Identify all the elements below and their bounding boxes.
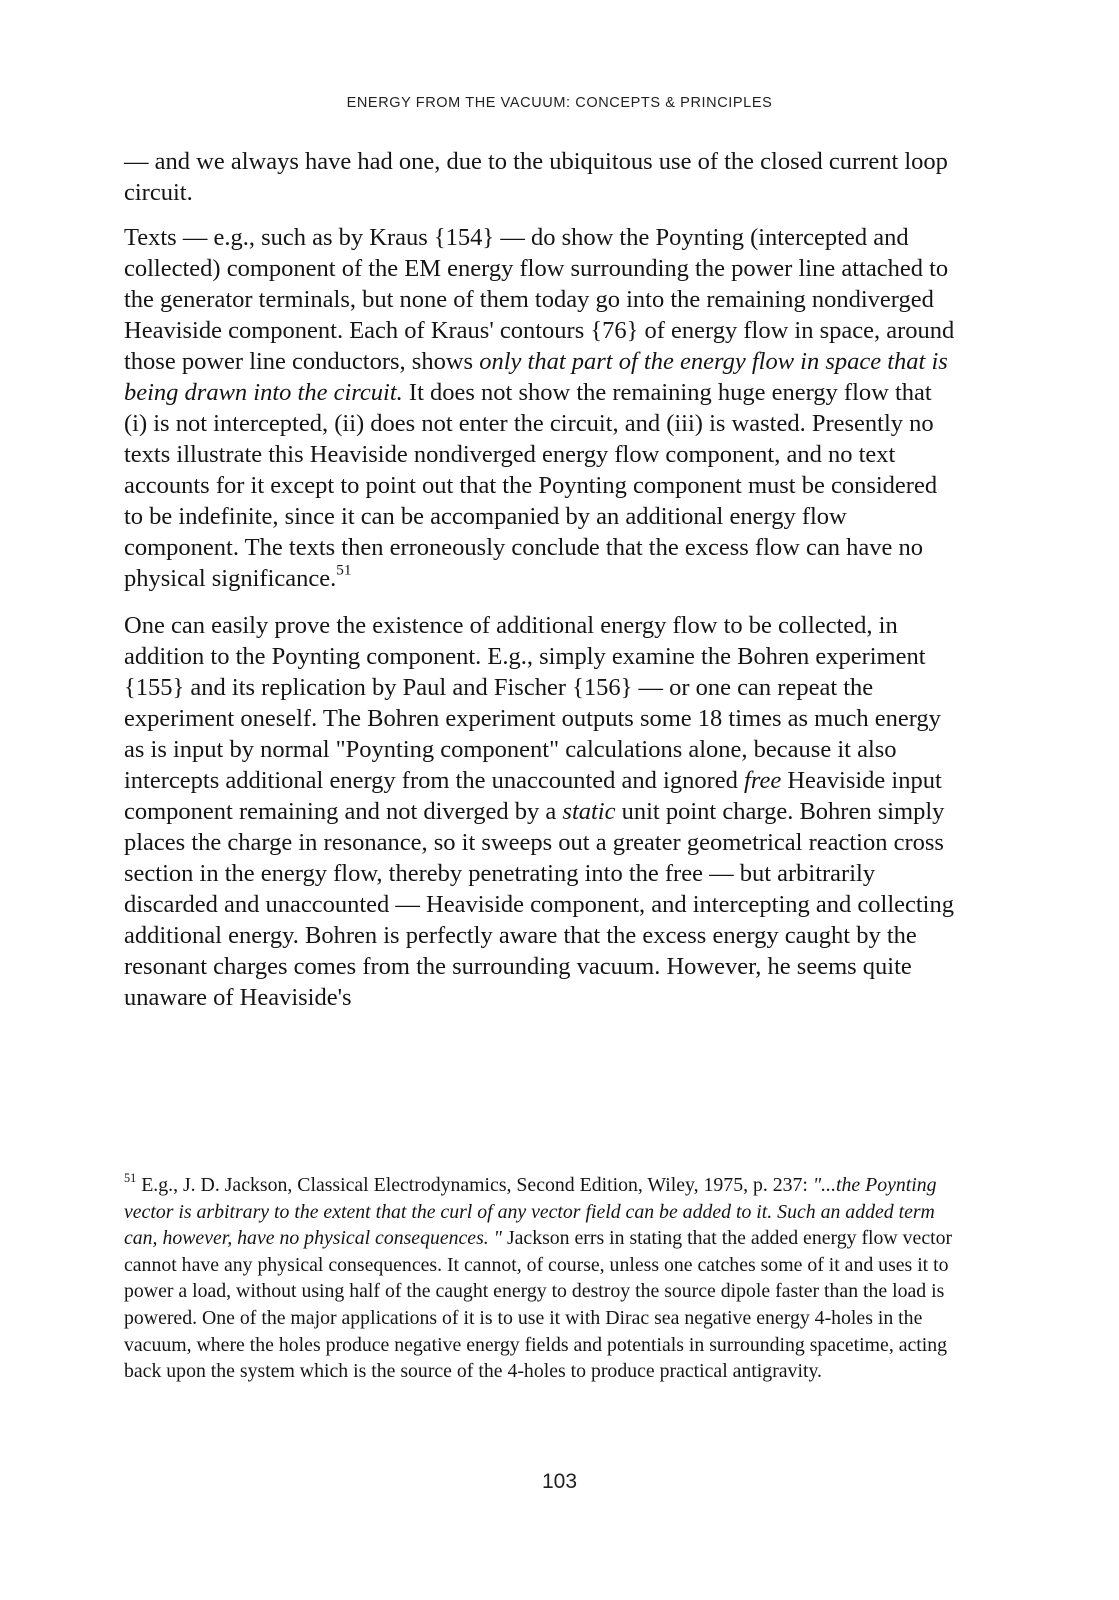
paragraph-1	[124, 146, 959, 208]
footnote-commentary: Jackson errs in stating that the added energy flow vector cannot have any physical consequences. It cannot, of course, unless one catches some of it and uses it to power a load, without using half of the caught energy to destroy the source dipole faster than the load is powered. One of the major applications of it is to use it with Dirac sea negative energy 4-holes in the vacuum, where the holes produce negative energy fields and potentials in surrounding spacetime, acting back upon the system which is the source of the 4-holes to produce practical antigravity.	[124, 1227, 953, 1383]
running-header: ENERGY FROM THE VACUUM: CONCEPTS & PRINCIPLES	[346, 95, 773, 111]
paragraph-3	[124, 610, 959, 1013]
footnote-reference-51[interactable]: 51	[336, 561, 352, 579]
paragraph-3-text-b: Heaviside input component remaining and not diverged by a	[124, 767, 942, 825]
body-text	[124, 146, 959, 1029]
paragraph-2-text-a: Texts — e.g., such as by Kraus {154} — do show the Poynting (intercepted and collected) component of the EM energy flow surrounding the power line attached to the generator terminals, but none of them today go into the remaining nondiverged Heaviside component. Each of Kraus' contours {76} of energy flow in space, around those power line conductors, shows	[124, 224, 955, 375]
paragraph-2-emphasis: only that part of the energy flow in space that is being drawn into the circuit.	[124, 348, 948, 406]
footnote-51	[124, 1172, 954, 1385]
paragraph-2-text-b: It does not show the remaining huge energy flow that (i) is not intercepted, (ii) does not enter the circuit, and (iii) is wasted. Presently no texts illustrate this Heaviside nondiverged energy flow component, and no text accounts for it except to point out that the Poynting component must be considered to be indefinite, since it can be accompanied by an additional energy flow component. The texts then erroneously conclude that the excess flow can have no physical significance.	[124, 379, 938, 592]
paragraph-2	[124, 222, 959, 594]
paragraph-3-text-a: One can easily prove the existence of additional energy flow to be collected, in addition to the Poynting component. E.g., simply examine the Bohren experiment {155} and its replication by Paul and Fischer {156} — or one can repeat the experiment oneself. The Bohren experiment outputs some 18 times as much energy as is input by normal "Poynting component" calculations alone, because it also intercepts additional energy from the unaccounted and ignored	[124, 612, 941, 794]
page-number: 103	[541, 1470, 578, 1493]
paragraph-1-text: — and we always have had one, due to the ubiquitous use of the closed current loop circuit.	[124, 148, 948, 206]
paragraph-3-emphasis-static: static	[562, 798, 616, 825]
footnote-quote: "...the Poynting vector is arbitrary to the extent that the curl of any vector field can be added to it. Such an added term can, however, have no physical consequences. "	[124, 1174, 937, 1250]
paragraph-3-emphasis-free: free	[744, 767, 782, 794]
footnote-citation: E.g., J. D. Jackson, Classical Electrodynamics, Second Edition, Wiley, 1975, p. 237:	[136, 1174, 813, 1196]
footnote-number: 51	[124, 1170, 137, 1185]
footnotes	[124, 1172, 954, 1385]
paragraph-3-text-c: unit point charge. Bohren simply places the charge in resonance, so it sweeps out a greater geometrical reaction cross section in the energy flow, thereby penetrating into the free — but arbitrarily discarded and unaccounted — Heaviside component, and intercepting and collecting additional energy. Bohren is perfectly aware that the excess energy caught by the resonant charges comes from the surrounding vacuum. However, he seems quite unaware of Heaviside's	[124, 798, 954, 1011]
